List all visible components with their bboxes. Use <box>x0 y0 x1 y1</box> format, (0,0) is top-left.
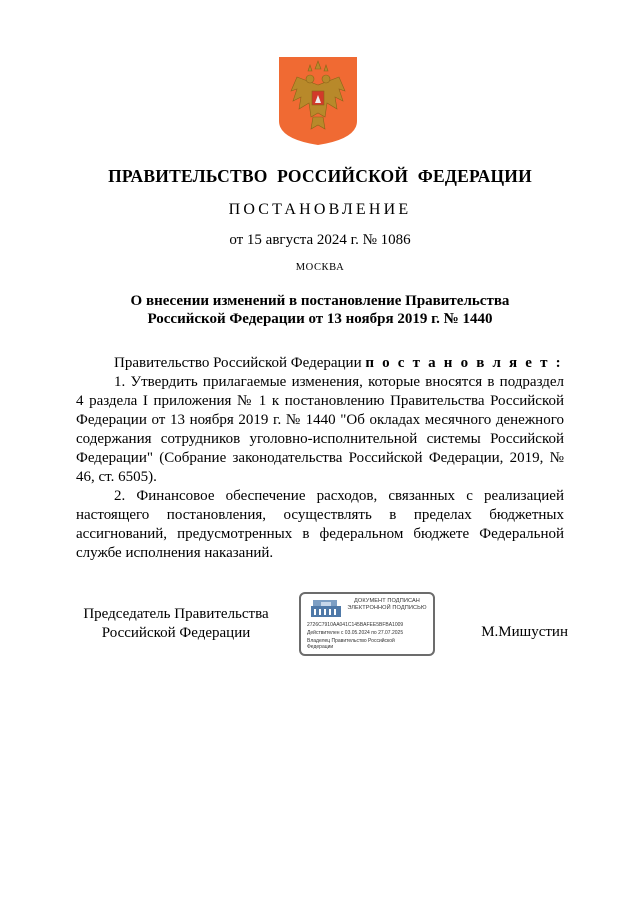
certificate-serial: 2726C7910AA041C145BAFEE5BFBA1009 <box>307 622 404 628</box>
stamp-heading-line-2: ЭЛЕКТРОННОЙ ПОДПИСЬЮ <box>347 605 427 611</box>
certificate-owner-line-2: Федерации <box>307 644 334 650</box>
item-1-paragraph: 1. Утвердить прилагаемые изменения, которые вносятся в подраздел 4 раздела I приложения № 1 к постановлению Правительства Российской Федерации от 13 ноября 2019 г. № 1440 "Об окладах месячного денежного содержания сотрудников уголовно-исполнительной системы Российской Федерации" (Собрание законодательства Российской Федерации, 2019, № 46, ст. 6505). <box>76 374 564 485</box>
decides-word: п о с т а н о в л я е т : <box>365 355 563 371</box>
certificate-validity: Действителен с 03.05.2024 по 27.07.2025 <box>307 630 404 636</box>
item-2-paragraph: 2. Финансовое обеспечение расходов, связанных с реализацией настоящего постановления, осуществлять в пределах бюджетных ассигнований, предусмотренных в федеральном бюджете Федеральной службе исполнения наказаний. <box>76 488 564 561</box>
decree-body <box>76 354 564 563</box>
russian-coat-of-arms-icon <box>277 55 359 147</box>
subject-line-1: О внесении изменений в постановление Правительства <box>130 293 510 309</box>
electronic-signature-stamp <box>299 592 435 656</box>
certificate-owner-line-1: Владелец Правительство Российской <box>307 638 395 644</box>
position-line-1: Председатель Правительства <box>83 606 269 622</box>
signatory-position <box>76 605 276 643</box>
stamp-heading-line-1: ДОКУМЕНТ ПОДПИСАН <box>354 598 420 604</box>
government-building-icon <box>309 599 343 619</box>
signatory-name: М.Мишустин <box>481 624 568 640</box>
intro-paragraph <box>76 354 564 373</box>
subject-line-2: Российской Федерации от 13 ноября 2019 г. № 1440 <box>147 311 493 327</box>
stamp-heading <box>341 598 433 612</box>
position-line-2: Российской Федерации <box>101 625 251 641</box>
intro-text: Правительство Российской Федерации <box>114 355 362 371</box>
government-title: ПРАВИТЕЛЬСТВО РОССИЙСКОЙ ФЕДЕРАЦИИ <box>108 166 532 186</box>
decree-subject <box>100 292 540 328</box>
city-name: МОСКВА <box>295 262 345 273</box>
document-type: ПОСТАНОВЛЕНИЕ <box>228 201 412 218</box>
decree-date-number: от 15 августа 2024 г. № 1086 <box>229 232 411 248</box>
